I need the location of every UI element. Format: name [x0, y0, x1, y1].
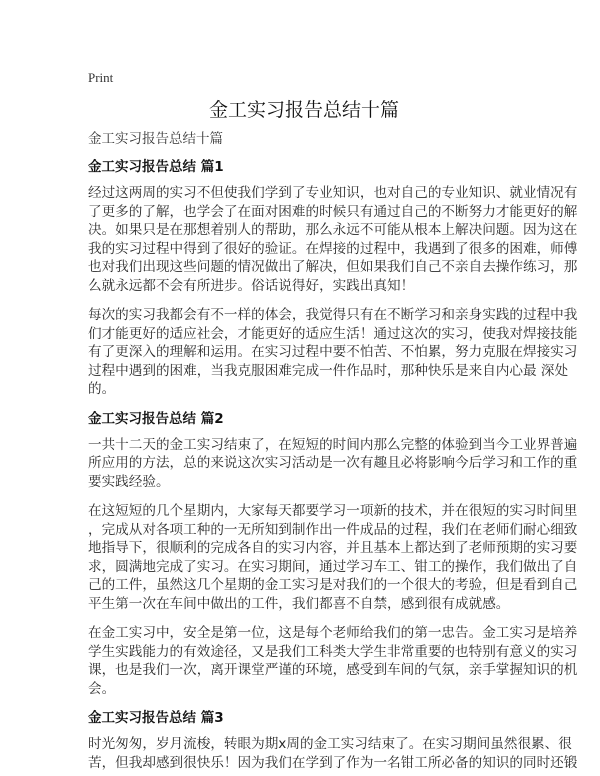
text-line: 平生第一次在车间中做出的工件，我们都喜不自禁，感到很有成就感。 [88, 595, 510, 612]
text-line: 在这短短的几个星期内，大家每天都要学习一项新的技术，并在很短的实习时间里 [88, 503, 578, 519]
text-line: 要实践经验。 [88, 473, 170, 490]
paragraph [88, 306, 578, 399]
text-line: 也对我们出现这些问题的情况做出了解决，但如果我们自己不亲自去操作练习，那 [88, 259, 578, 275]
text-line: 时光匆匆，岁月流梭，转眼为期x周的金工实习结束了。在实习期间虽然很累、很 [88, 736, 572, 752]
text-line: 学生实践能力的有效途径，又是我们工科类大学生非常重要的也特别有意义的实习 [88, 643, 578, 660]
paragraph [88, 624, 578, 698]
text-line: 有了更深入的理解和运用。在实习过程中要不怕苦、不怕累，努力克服在焊接实习 [88, 344, 578, 360]
document-content [88, 158, 578, 772]
text-line: 每次的实习我都会有不一样的体会，我觉得只有在不断学习和亲身实践的过程中我 [88, 307, 578, 323]
print-label[interactable]: Print [88, 70, 114, 85]
paragraph [88, 436, 578, 492]
section-heading: 金工实习报告总结 篇3 [88, 710, 224, 726]
document-title: 金工实习报告总结十篇 [208, 99, 399, 121]
paragraph [88, 184, 578, 295]
text-line: 一共十二天的金工实习结束了，在短短的时间内那么完整的体验到当今工业界普遍 [88, 436, 578, 453]
text-line: 苦，但我却感到很快乐！因为我们在学到了作为一名钳工所必备的知识的同时还锻 [88, 754, 578, 771]
text-line: 过程中遇到的困难，当我克服困难完成一件作品时，那种快乐是来自内心最 深处 [88, 362, 569, 379]
paragraph [88, 502, 578, 613]
section-heading: 金工实习报告总结 篇1 [88, 159, 224, 175]
text-line: 地指导下，很顺利的完成各自的实习内容，并且基本上都达到了老师预期的实习要 [88, 540, 578, 556]
text-line: 课，也是我们一次，离开课堂严谨的环境，感受到车间的气氛，亲手掌握知识的机 [88, 662, 578, 678]
document-page [88, 0, 578, 772]
document-subtitle: 金工实习报告总结十篇 [88, 131, 223, 147]
section-heading: 金工实习报告总结 篇2 [88, 410, 224, 427]
text-line: 我的实习过程中得到了很好的验证。在焊接的过程中，我遇到了很多的困难，师傅 [88, 240, 578, 257]
text-line: 所应用的方法，总的来说这次实习活动是一次有趣且必将影响今后学习和工作的重 [88, 455, 578, 471]
text-line: 么就永远都不会有所进步。俗话说得好，实践出真知！ [88, 277, 415, 294]
text-line: 己的工件，虽然这几个星期的金工实习是对我们的一个很大的考验，但是看到自己 [88, 577, 578, 593]
text-line: 经过这两周的实习不但使我们学到了专业知识，也对自己的专业知识、就业情况有 [88, 185, 578, 201]
text-line: 决。如果只是在那想着别人的帮助，那么永远不可能从根本上解决问题。因为这在 [88, 222, 578, 238]
text-line: 会。 [88, 680, 116, 697]
text-line: 们才能更好的适应社会，才能更好的适应生活！通过这次的实习，使我对焊接技能 [88, 325, 578, 342]
text-line: ，完成从对各项工种的一无所知到制作出一件成品的过程，我们在老师们耐心细致 [88, 521, 578, 538]
text-line: 求，圆满地完成了实习。在实习期间，通过学习车工、钳工的操作，我们做出了自 [88, 558, 578, 575]
text-line: 了更多的了解，也学会了在面对困难的时候只有通过自己的不断努力才能更好的解 [88, 203, 578, 220]
text-line: 的。 [88, 381, 116, 397]
paragraph [88, 735, 578, 772]
text-line: 在金工实习中，安全是第一位，这是每个老师给我们的第一忠告。金工实习是培养 [88, 625, 578, 641]
